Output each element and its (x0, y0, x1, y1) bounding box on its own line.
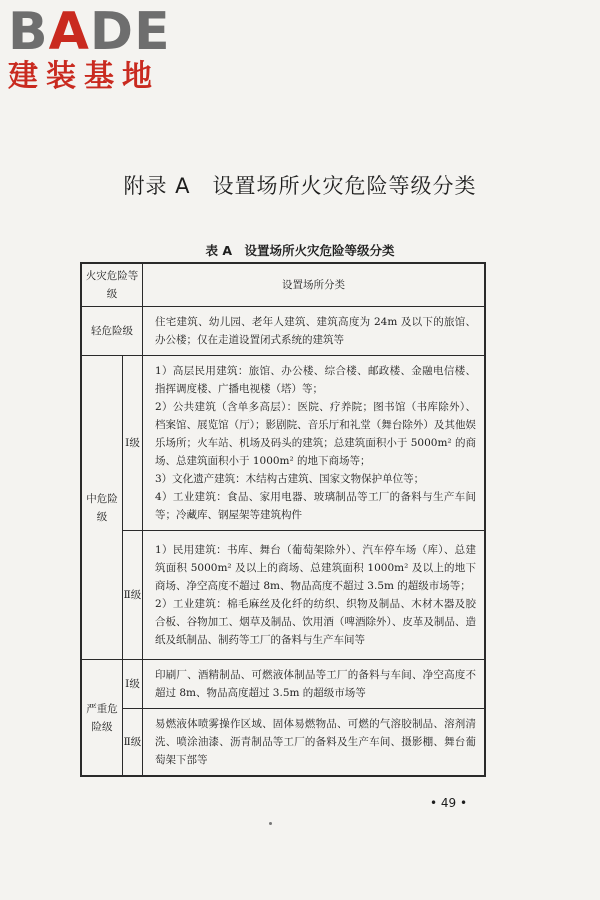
severe-level2-text: 易燃液体喷雾操作区域、固体易燃物品、可燃的气溶胶制品、溶剂清洗、喷涂油漆、沥青制品等工厂的备料及生产车间、摄影棚、舞台葡萄架下部等 (155, 718, 476, 766)
medium-level1-item: 1）高层民用建筑：旅馆、办公楼、综合楼、邮政楼、金融电信楼、指挥调度楼、广播电视楼（塔）等； (155, 365, 476, 395)
medium-level2-content (143, 531, 486, 660)
logo-subtitle: 建装基地 (8, 59, 160, 94)
medium-level1-item: 4）工业建筑：食品、家用电器、玻璃制品等工厂的备料与生产车间等；冷藏库、钢屋架等建筑构件 (155, 491, 476, 521)
table-row-medium-2 (81, 531, 485, 660)
light-hazard-label: 轻危险级 (81, 307, 143, 356)
severe-level1-text: 印刷厂、酒精制品、可燃液体制品等工厂的备料与车间、净空高度不超过 8m、物品高度超过 3.5m 的超级市场等 (155, 669, 476, 699)
header-places: 设置场所分类 (143, 263, 486, 307)
light-hazard-text: 住宅建筑、幼儿园、老年人建筑、建筑高度为 24m 及以下的旅馆、办公楼；仅在走道设置闭式系统的建筑等 (155, 316, 476, 346)
table-header-row (81, 263, 485, 307)
table-title: 表 A 设置场所火灾危险等级分类 (205, 243, 395, 258)
table-row-medium-1 (81, 356, 485, 531)
medium-level2-label: Ⅱ级 (123, 531, 143, 660)
medium-level1-label: Ⅰ级 (123, 356, 143, 531)
medium-level1-item: 2）公共建筑（含单多高层）：医院、疗养院；图书馆（书库除外）、档案馆、展览馆（厅）；影剧院、音乐厅和礼堂（舞台除外）及其他娱乐场所；火车站、机场及码头的建筑；总建筑面积小于 5000m² 的商场、总建筑面积小于 1000m² 的地下商场等； (155, 401, 476, 467)
brand-logo (8, 2, 178, 96)
table-row-severe-2 (81, 709, 485, 777)
logo-wordmark (8, 2, 178, 62)
severe-level2-content (143, 709, 486, 777)
header-level: 火灾危险等级 (81, 263, 143, 307)
severe-level2-label: Ⅱ级 (123, 709, 143, 777)
page-number: • 49 • (430, 796, 468, 810)
page-title: 附录 A 设置场所火灾危险等级分类 (123, 174, 477, 198)
hazard-classification-table (80, 262, 486, 777)
table-row-light (81, 307, 485, 356)
medium-level2-item: 1）民用建筑：书库、舞台（葡萄架除外）、汽车停车场（库）、总建筑面积 5000m² 及以上的商场、总建筑面积 1000m² 及以上的地下商场、净空高度不超过 8m、物品高度不超过 3.5m 的超级市场等； (155, 544, 476, 592)
medium-hazard-label: 中危险级 (81, 356, 123, 660)
medium-level1-item: 3）文化遗产建筑：木结构古建筑、国家文物保护单位等； (155, 473, 425, 485)
medium-level2-item: 2）工业建筑：棉毛麻丝及化纤的纺织、织物及制品、木材木器及胶合板、谷物加工、烟草及制品、饮用酒（啤酒除外）、皮革及制品、造纸及纸制品、制药等工厂的备料与生产车间等 (155, 598, 476, 646)
severe-level1-label: Ⅰ级 (123, 660, 143, 709)
severe-hazard-label: 严重危险级 (81, 660, 123, 777)
medium-level1-content (143, 356, 486, 531)
severe-level1-content (143, 660, 486, 709)
scan-dot (269, 822, 272, 825)
logo-brand-text: BADE (8, 2, 171, 62)
table-row-severe-1 (81, 660, 485, 709)
light-hazard-content (143, 307, 486, 356)
